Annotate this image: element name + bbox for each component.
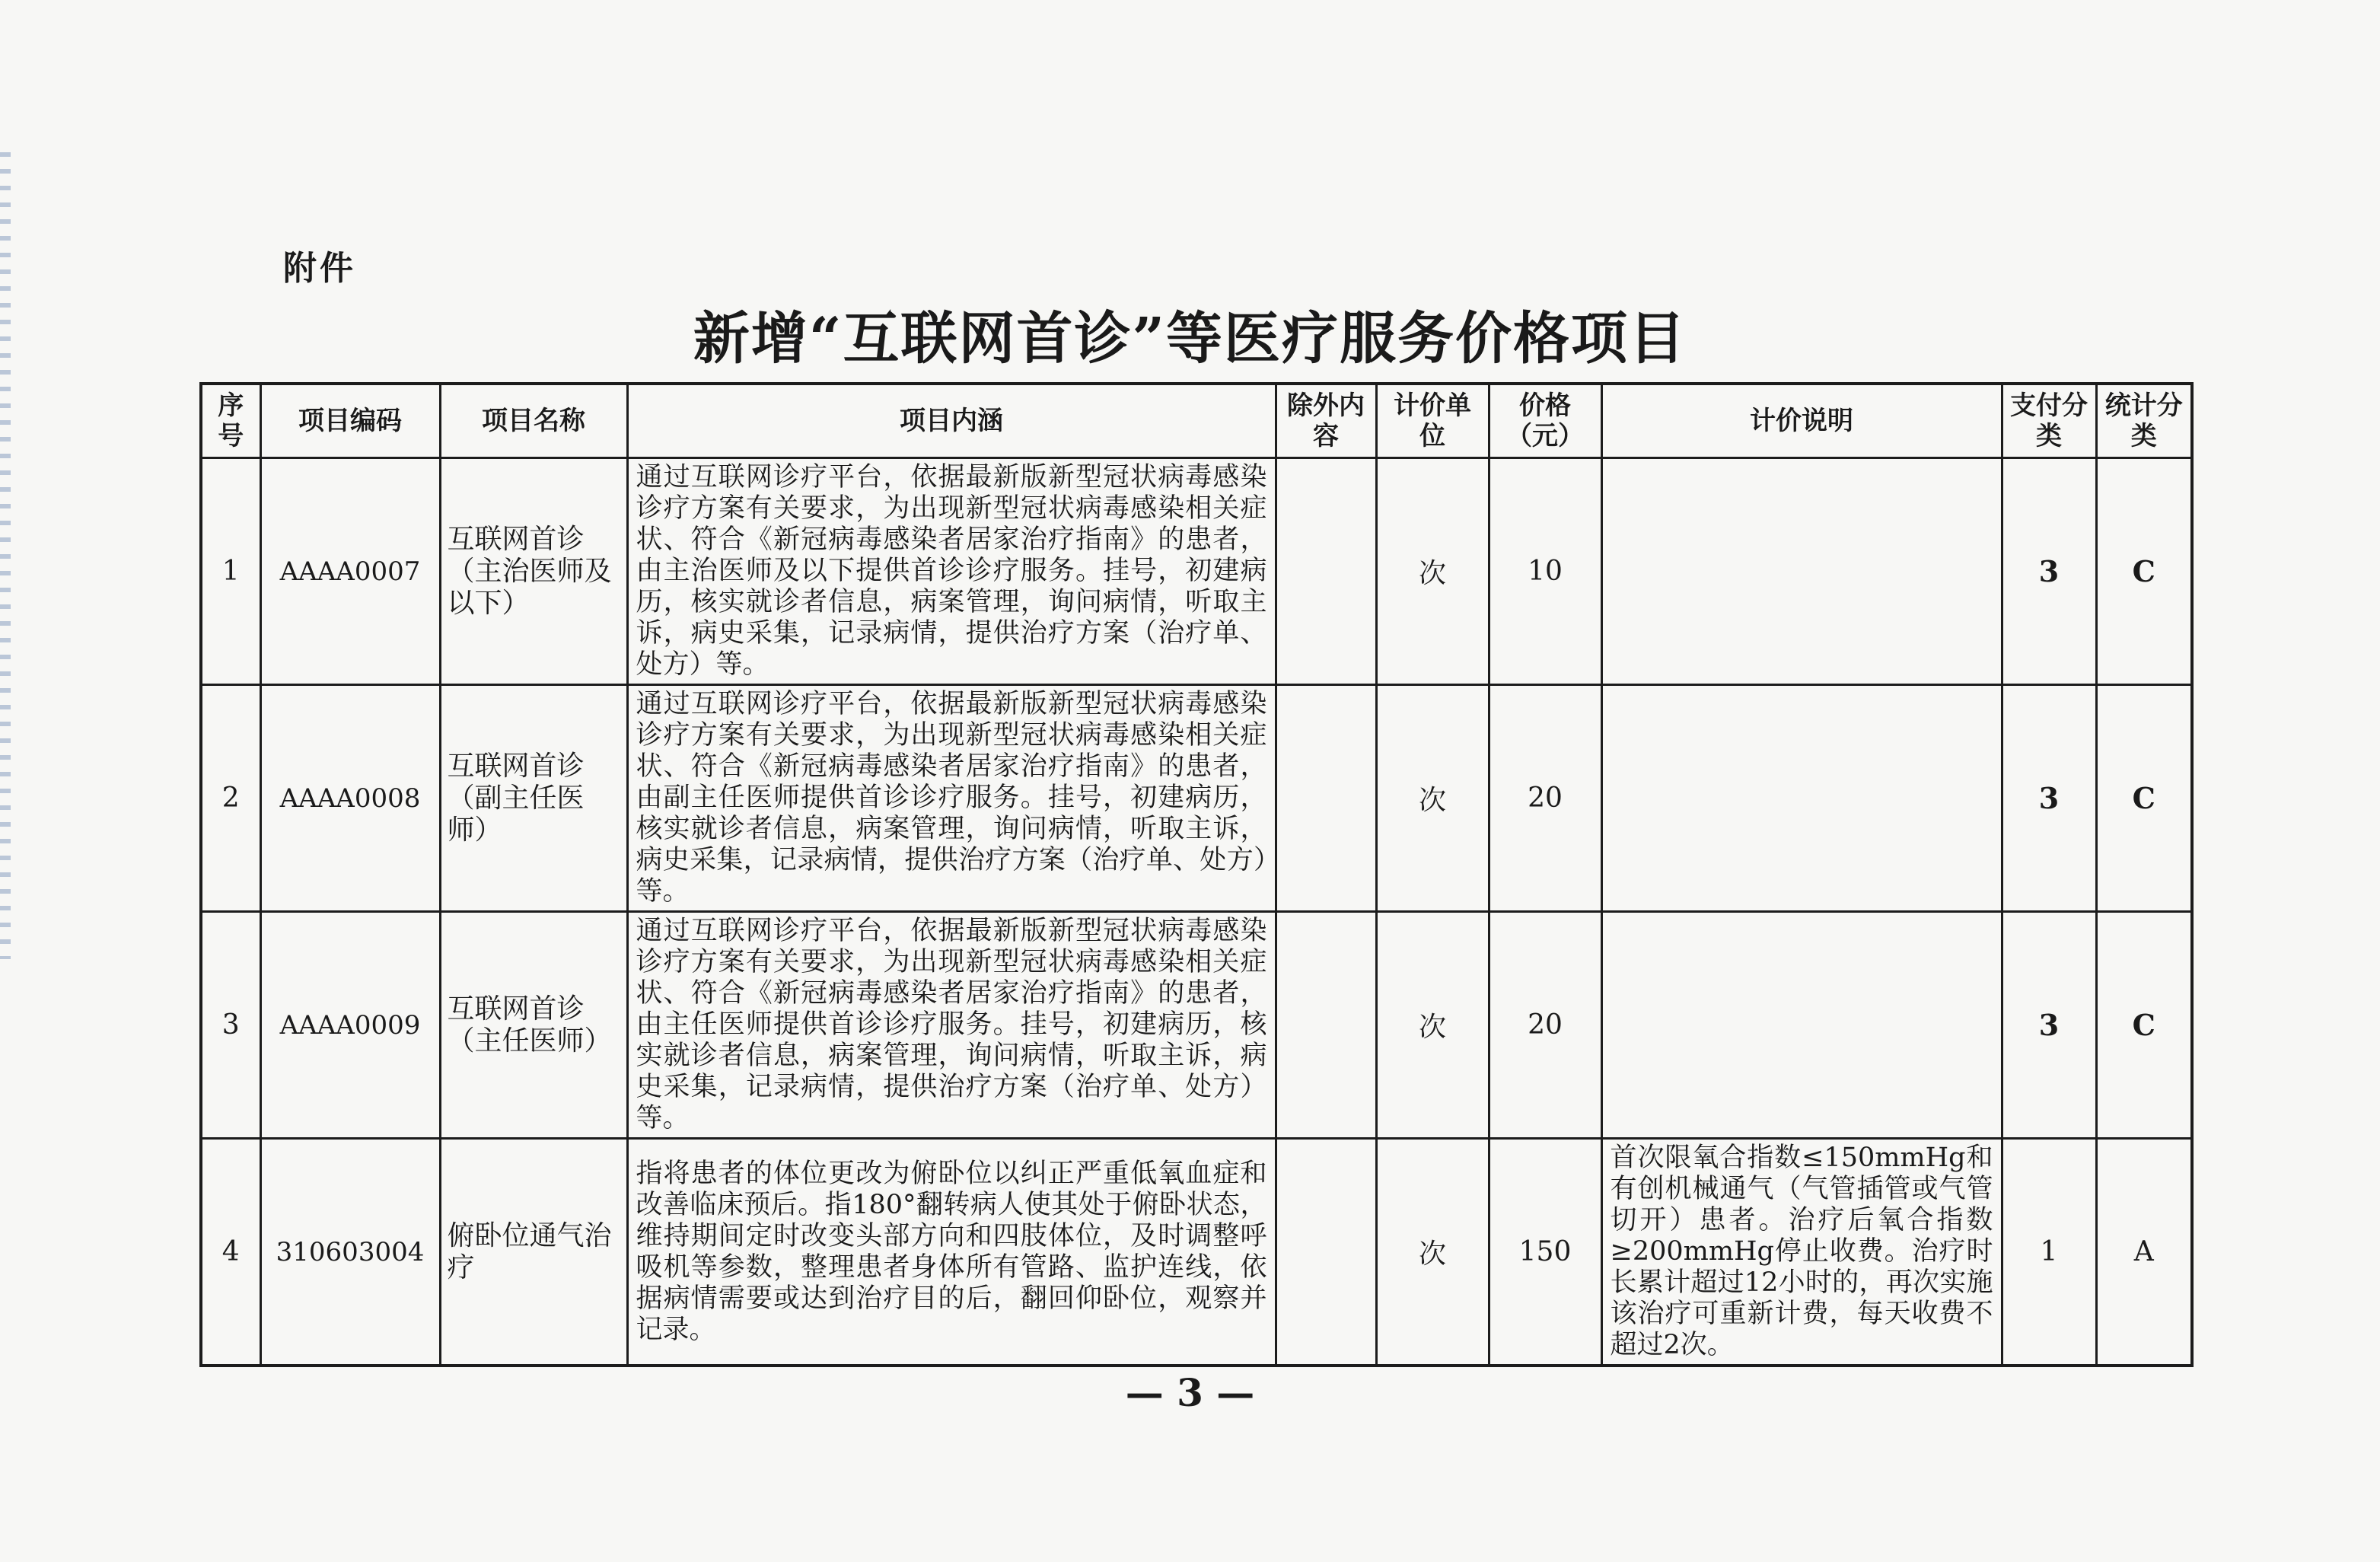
cell-seq: 1: [201, 458, 260, 685]
table-row: [201, 912, 2192, 1139]
header-content: 项目内涵: [627, 384, 1276, 458]
cell-code: AAAA0007: [260, 458, 440, 685]
cell-exclusions: [1276, 685, 1376, 912]
cell-price: 10: [1489, 458, 1601, 685]
header-seq: 序号: [201, 384, 260, 458]
cell-payment: 3: [2002, 458, 2096, 685]
page-number: — 3 —: [1125, 1370, 1255, 1415]
header-code: 项目编码: [260, 384, 440, 458]
cell-unit: 次: [1376, 685, 1489, 912]
cell-unit: 次: [1376, 912, 1489, 1139]
cell-name: 互联网首诊（副主任医师）: [440, 685, 627, 912]
cell-exclusions: [1276, 1139, 1376, 1366]
header-stat: 统计分类: [2096, 384, 2192, 458]
table-row: [201, 458, 2192, 685]
header-price: 价格（元）: [1489, 384, 1601, 458]
header-unit: 计价单位: [1376, 384, 1489, 458]
cell-content: 通过互联网诊疗平台，依据最新版新型冠状病毒感染诊疗方案有关要求，为出现新型冠状病毒感染相关症状、符合《新冠病毒感染者居家治疗指南》的患者，由主任医师提供首诊诊疗服务。挂号，初建病历，核实就诊者信息，病案管理，询问病情，听取主诉，病史采集，记录病情，提供治疗方案（治疗单、处方）等。: [627, 912, 1276, 1139]
cell-payment: 3: [2002, 685, 2096, 912]
cell-exclusions: [1276, 458, 1376, 685]
cell-unit: 次: [1376, 458, 1489, 685]
cell-payment: 3: [2002, 912, 2096, 1139]
cell-note: [1601, 458, 2002, 685]
header-name: 项目名称: [440, 384, 627, 458]
cell-seq: 4: [201, 1139, 260, 1366]
cell-payment: 1: [2002, 1139, 2096, 1366]
cell-price: 150: [1489, 1139, 1601, 1366]
cell-name: 互联网首诊（主治医师及以下）: [440, 458, 627, 685]
cell-stat: C: [2096, 685, 2192, 912]
cell-stat: A: [2096, 1139, 2192, 1366]
header-exclusions: 除外内容: [1276, 384, 1376, 458]
cell-code: AAAA0008: [260, 685, 440, 912]
scan-edge-marks: [0, 152, 11, 959]
cell-code: AAAA0009: [260, 912, 440, 1139]
cell-note: 首次限氧合指数≤150mmHg和有创机械通气（气管插管或气管切开）患者。治疗后氧合指数≥200mmHg停止收费。治疗时长累计超过12小时的，再次实施该治疗可重新计费，每天收费不超过2次。: [1601, 1139, 2002, 1366]
table-row: [201, 1139, 2192, 1366]
cell-price: 20: [1489, 685, 1601, 912]
cell-seq: 3: [201, 912, 260, 1139]
cell-content: 指将患者的体位更改为俯卧位以纠正严重低氧血症和改善临床预后。指180°翻转病人使其处于俯卧状态，维持期间定时改变头部方向和四肢体位，及时调整呼吸机等参数，整理患者身体所有管路、监护连线，依据病情需要或达到治疗目的后，翻回仰卧位，观察并记录。: [627, 1139, 1276, 1366]
cell-content: 通过互联网诊疗平台，依据最新版新型冠状病毒感染诊疗方案有关要求，为出现新型冠状病毒感染相关症状、符合《新冠病毒感染者居家治疗指南》的患者，由主治医师及以下提供首诊诊疗服务。挂号，初建病历，核实就诊者信息，病案管理，询问病情，听取主诉，病史采集，记录病情，提供治疗方案（治疗单、处方）等。: [627, 458, 1276, 685]
cell-exclusions: [1276, 912, 1376, 1139]
cell-code: 310603004: [260, 1139, 440, 1366]
table-header-row: [201, 384, 2192, 458]
header-payment: 支付分类: [2002, 384, 2096, 458]
cell-name: 互联网首诊（主任医师）: [440, 912, 627, 1139]
cell-seq: 2: [201, 685, 260, 912]
document-title: 新增“互联网首诊”等医疗服务价格项目: [693, 306, 1687, 371]
cell-name: 俯卧位通气治疗: [440, 1139, 627, 1366]
cell-stat: C: [2096, 458, 2192, 685]
cell-note: [1601, 685, 2002, 912]
cell-price: 20: [1489, 912, 1601, 1139]
table-row: [201, 685, 2192, 912]
header-note: 计价说明: [1601, 384, 2002, 458]
cell-content: 通过互联网诊疗平台，依据最新版新型冠状病毒感染诊疗方案有关要求，为出现新型冠状病毒感染相关症状、符合《新冠病毒感染者居家治疗指南》的患者，由副主任医师提供首诊诊疗服务。挂号，初建病历，核实就诊者信息，病案管理，询问病情，听取主诉，病史采集，记录病情，提供治疗方案（治疗单、处方）等。: [627, 685, 1276, 912]
cell-unit: 次: [1376, 1139, 1489, 1366]
price-items-table: [199, 382, 2194, 1367]
cell-stat: C: [2096, 912, 2192, 1139]
cell-note: [1601, 912, 2002, 1139]
attachment-label: 附件: [283, 249, 356, 288]
